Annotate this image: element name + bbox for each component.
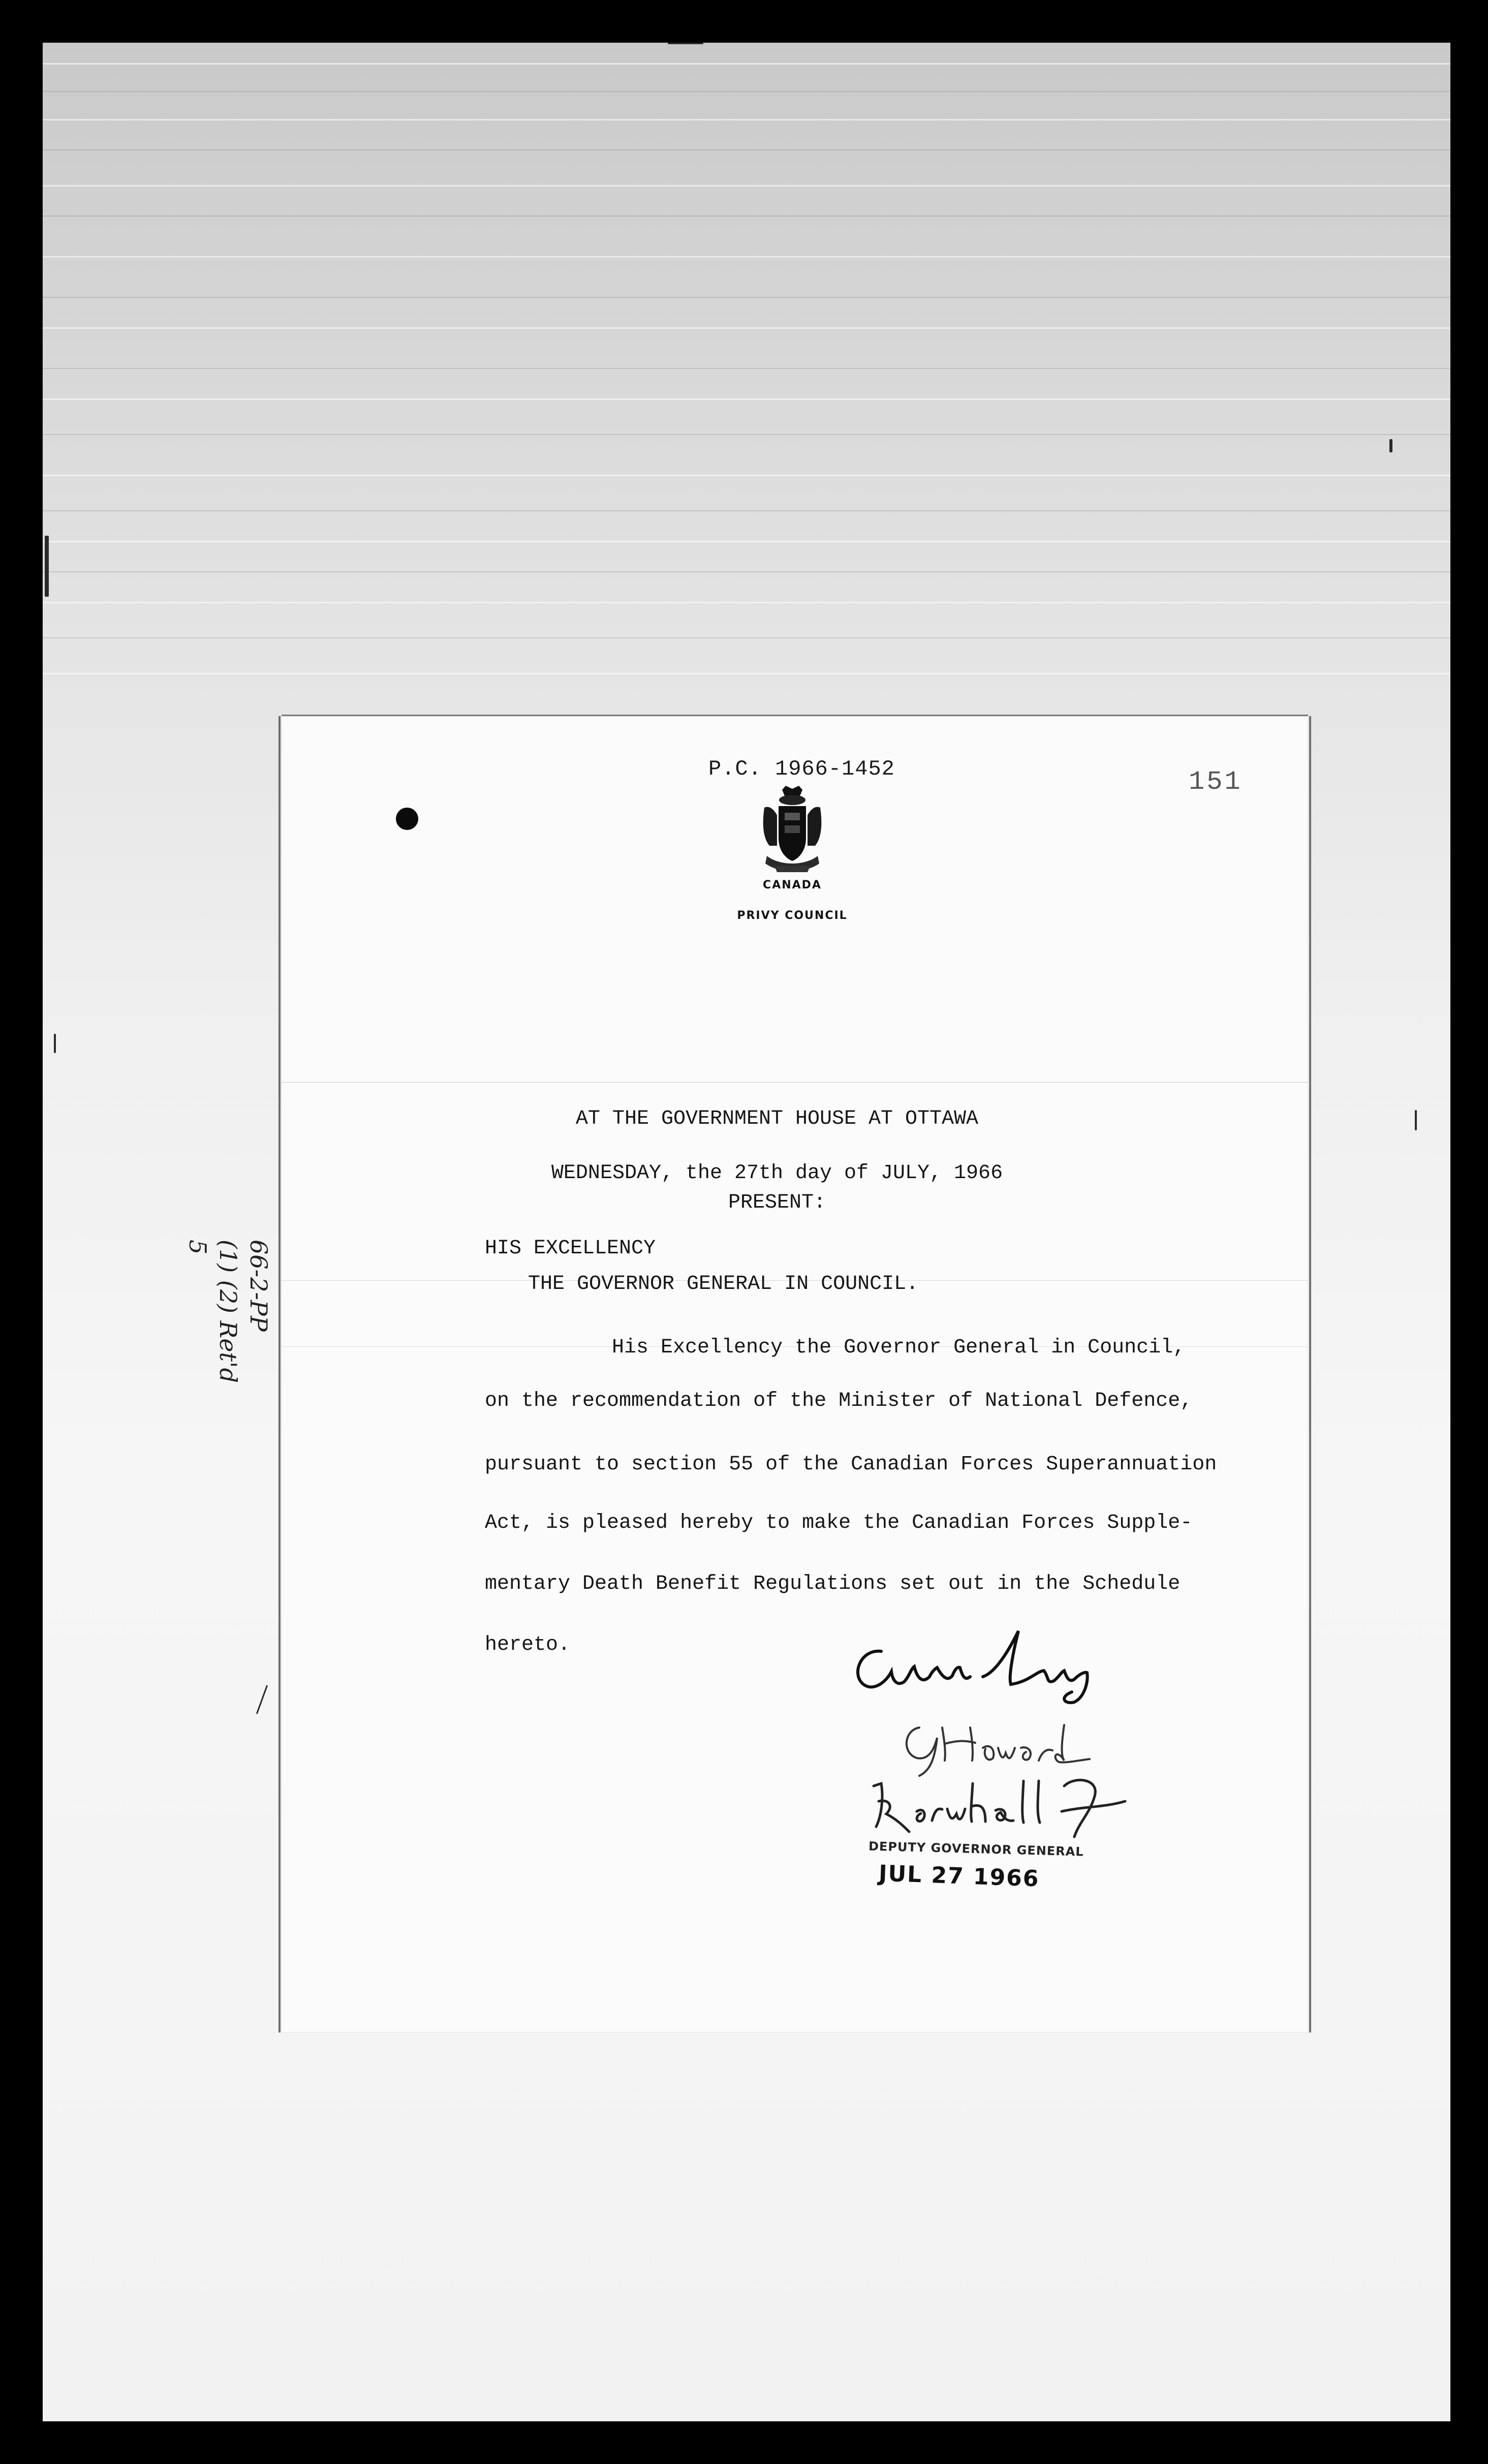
- page-number: 151: [1189, 767, 1243, 797]
- body-line-6: hereto.: [485, 1634, 571, 1656]
- order-number: P.C. 1966-1452: [708, 757, 895, 781]
- signature-3: [861, 1771, 1135, 1844]
- margin-note-line-3: 5: [184, 1240, 211, 1255]
- letterhead-country: CANADA: [763, 879, 822, 891]
- letterhead-body: PRIVY COUNCIL: [737, 909, 848, 922]
- margin-note: [184, 1240, 274, 1504]
- stamp-title: DEPUTY GOVERNOR GENERAL: [868, 1839, 1084, 1859]
- heading-line-3: PRESENT:: [728, 1191, 826, 1214]
- heading-line-1: AT THE GOVERNMENT HOUSE AT OTTAWA: [575, 1107, 979, 1130]
- punch-hole: [396, 808, 418, 830]
- coat-of-arms-of-canada-icon: [754, 785, 830, 876]
- body-line-1: His Excellency the Governor General in Council,: [612, 1336, 1186, 1359]
- margin-note-line-2: (1) (2) Ret'd: [214, 1240, 242, 1383]
- body-line-4: Act, is pleased hereby to make the Canadian Forces Supple-: [485, 1512, 1193, 1534]
- body-line-2: on the recommendation of the Minister of National Defence,: [485, 1390, 1193, 1412]
- body-line-3: pursuant to section 55 of the Canadian Forces Superannuation: [485, 1453, 1217, 1476]
- signature-1: [846, 1621, 1105, 1710]
- body-line-5: mentary Death Benefit Regulations set out in the Schedule: [485, 1573, 1181, 1595]
- microfilm-frame: [43, 43, 1450, 2421]
- heading-line-2: WEDNESDAY, the 27th day of JULY, 1966: [551, 1162, 1003, 1185]
- document-page: [282, 716, 1308, 2032]
- address-line-2: THE GOVERNOR GENERAL IN COUNCIL.: [528, 1273, 919, 1296]
- address-line-1: HIS EXCELLENCY: [485, 1237, 656, 1260]
- margin-note-line-1: 66-2-PP: [245, 1240, 272, 1332]
- stamp-date: JUL 27 1966: [878, 1860, 1040, 1892]
